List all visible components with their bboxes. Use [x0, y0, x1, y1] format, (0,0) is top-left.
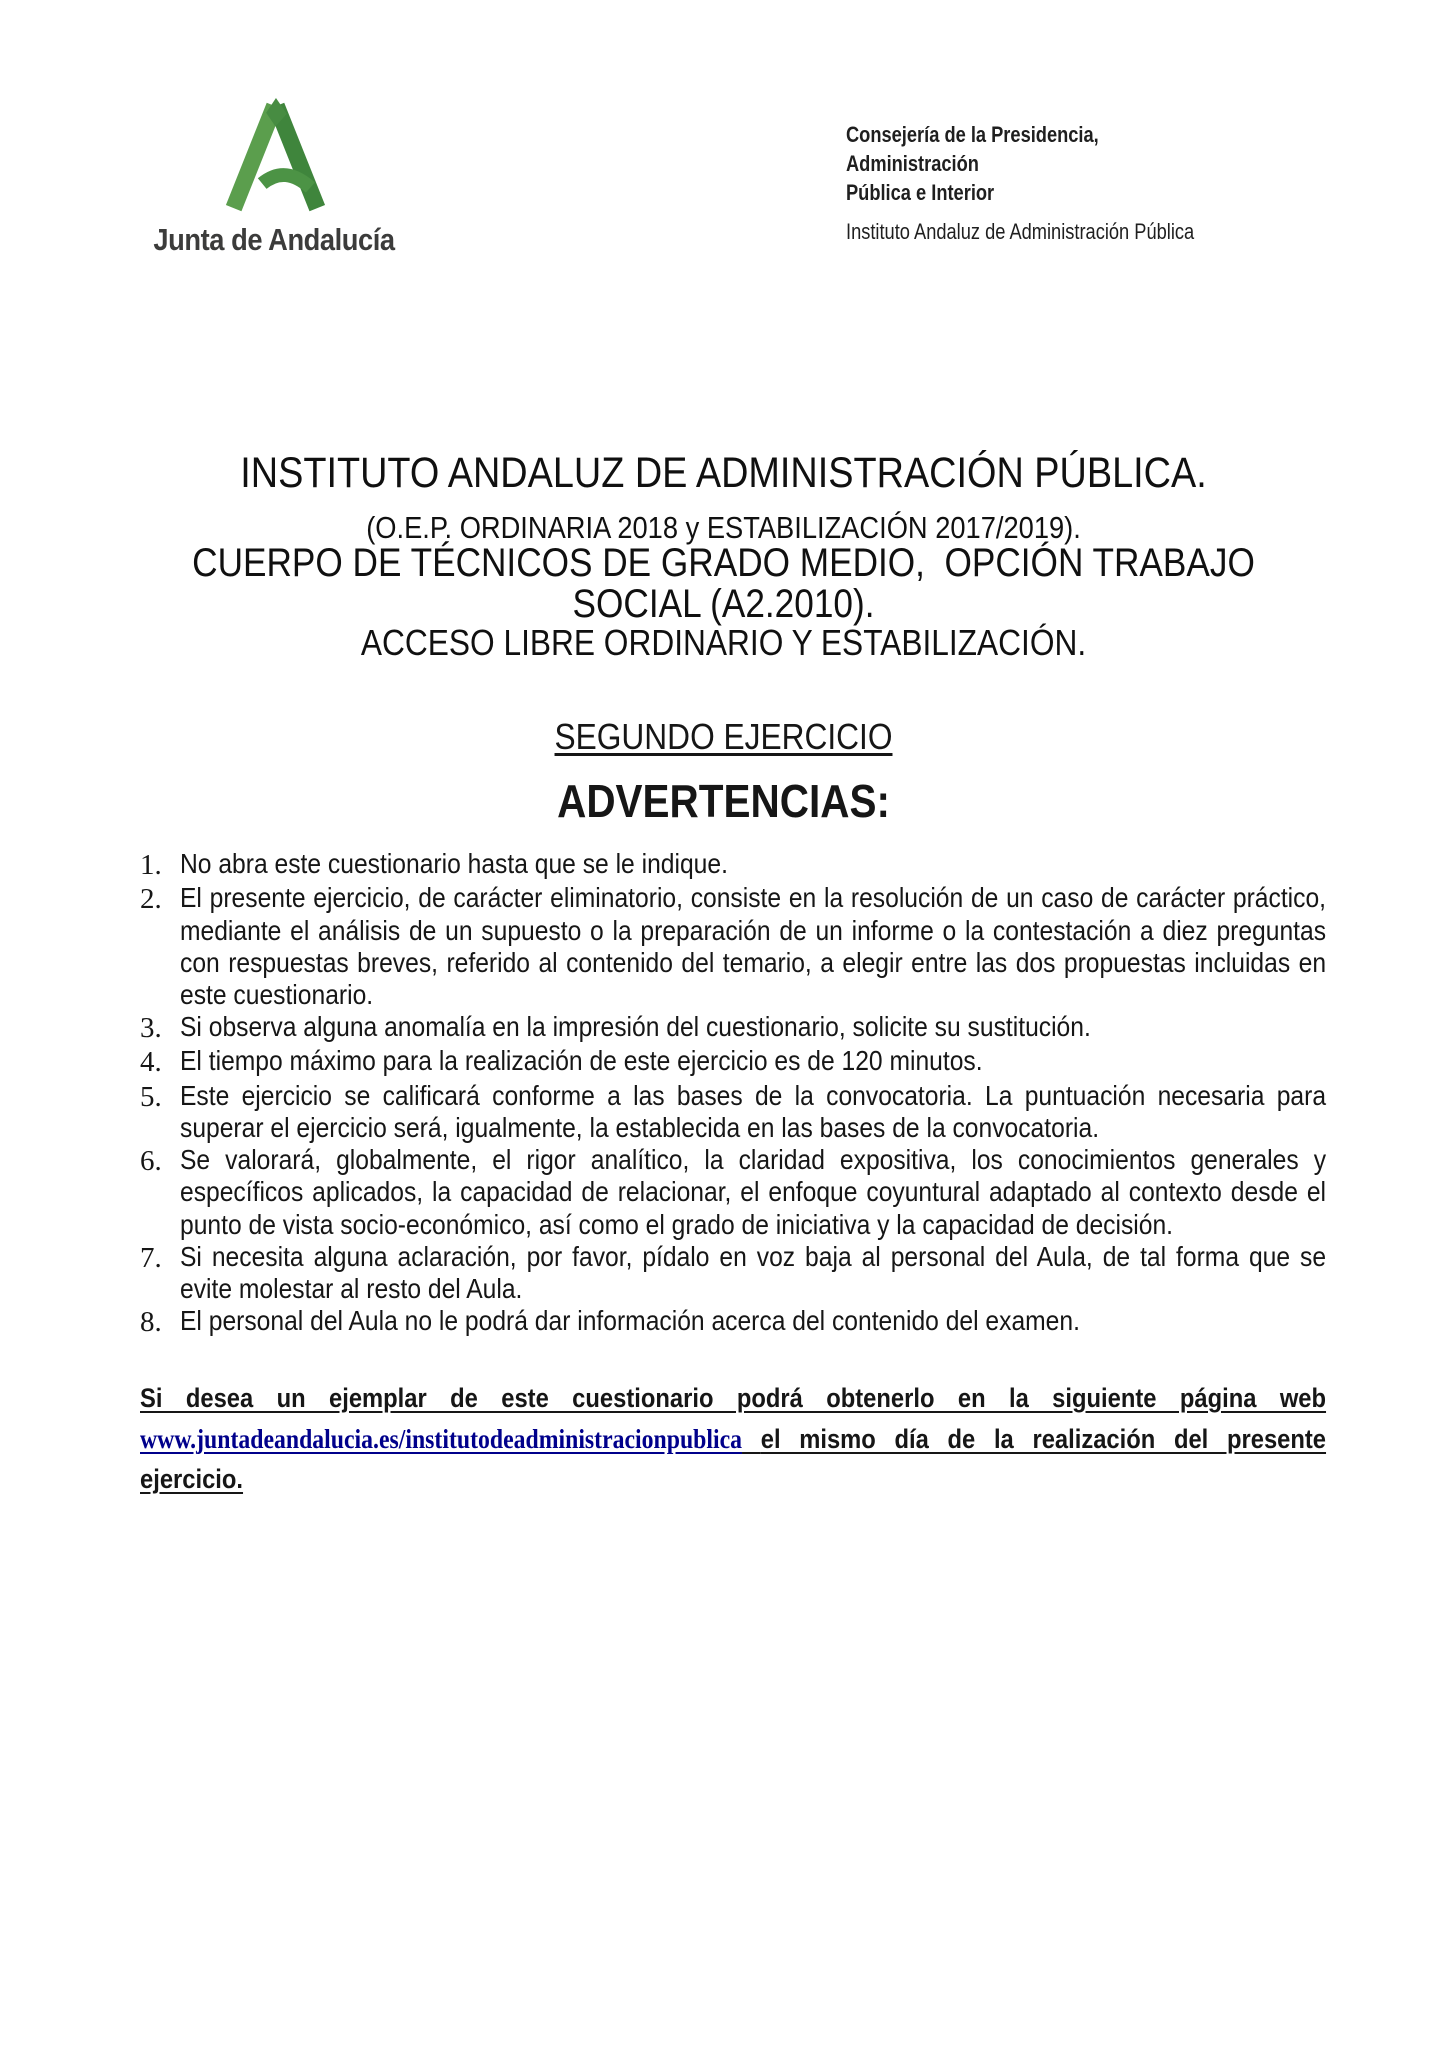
list-item — [140, 848, 1326, 882]
junta-logo-block — [138, 96, 410, 258]
exercise-heading-wrap — [135, 716, 1312, 758]
list-item — [140, 1080, 1326, 1144]
list-number: 1. — [140, 849, 162, 881]
brand-wordmark: Junta de Andalucía — [153, 222, 395, 257]
title-line-2: (O.E.P. ORDINARIA 2018 y ESTABILIZACIÓN 2017/2019). — [366, 509, 1081, 545]
list-number: 3. — [140, 1012, 162, 1045]
list-item — [140, 1241, 1326, 1305]
title-block — [135, 449, 1312, 664]
title-line-3: CUERPO DE TÉCNICOS DE GRADO MEDIO, OPCIÓN TRABAJO — [192, 541, 1255, 586]
warnings-list — [140, 848, 1326, 1339]
list-number: 2. — [140, 883, 162, 916]
list-number: 7. — [140, 1241, 162, 1274]
list-item-text: Si observa alguna anomalía en la impresión del cuestionario, solicite su sustitución. — [180, 1011, 1091, 1043]
list-item — [140, 1045, 1326, 1079]
list-item-text: Si necesita alguna aclaración, por favor, pídalo en voz baja al personal del Aula, de tal forma que se evite molestar al resto del Aula. — [180, 1240, 1327, 1304]
iaap-web-link[interactable]: www.juntadeandalucia.es/institutodeadministracionpublica — [140, 1423, 743, 1454]
org-header-block — [846, 120, 1203, 246]
list-item-text: El personal del Aula no le podrá dar información acerca del contenido del examen. — [180, 1305, 1080, 1337]
list-item-text: Este ejercicio se calificará conforme a las bases de la convocatoria. La puntuación necesaria para superar el ejercicio será, igualmente, la establecida en las bases de la convocatoria. — [180, 1079, 1327, 1143]
list-item-text: Se valorará, globalmente, el rigor analítico, la claridad expositiva, los conocimientos generales y específicos aplicados, la capacidad de relacionar, el enfoque coyuntural adaptado al contexto desde el punto de vista socio-económico, así como el grado de iniciativa y la capacidad de decisión. — [180, 1144, 1327, 1240]
warnings-heading: ADVERTENCIAS: — [557, 775, 890, 827]
footer-note — [140, 1378, 1326, 1500]
footer-text-before-link: Si desea un ejemplar de este cuestionario podrá obtenerlo en la siguiente página web — [140, 1383, 1327, 1413]
institute-name: Instituto Andaluz de Administración Pública — [846, 219, 1195, 245]
list-item — [140, 1305, 1326, 1339]
title-line-1: INSTITUTO ANDALUZ DE ADMINISTRACIÓN PÚBLICA. — [240, 449, 1207, 497]
list-number: 6. — [140, 1145, 162, 1178]
warnings-heading-wrap — [135, 774, 1312, 828]
list-number: 8. — [140, 1306, 162, 1339]
list-item-text: El tiempo máximo para la realización de este ejercicio es de 120 minutos. — [180, 1045, 983, 1077]
list-number: 4. — [140, 1046, 162, 1079]
department-line-2: Pública e Interior — [846, 180, 995, 206]
footer-text-after-link: el mismo día de la realización del presente ejercicio. — [140, 1423, 1327, 1494]
title-line-5: ACCESO LIBRE ORDINARIO Y ESTABILIZACIÓN. — [360, 622, 1087, 664]
department-line-1: Consejería de la Presidencia, Administración — [846, 122, 1099, 177]
list-item-text: No abra este cuestionario hasta que se le indique. — [180, 848, 728, 879]
list-number: 5. — [140, 1080, 162, 1113]
list-item — [140, 1011, 1326, 1045]
title-line-4: SOCIAL (A2.2010). — [572, 582, 875, 627]
exercise-heading: SEGUNDO EJERCICIO — [554, 716, 893, 757]
junta-de-andalucia-logo-icon — [215, 96, 333, 218]
list-item — [140, 882, 1326, 1011]
list-item-text: El presente ejercicio, de carácter eliminatorio, consiste en la resolución de un caso de carácter práctico, mediante el análisis de un supuesto o la preparación de un informe o la contestación a diez preguntas con respuestas breves, referido al contenido del temario, a elegir entre las dos propuestas incluidas en este cuestionario. — [180, 882, 1327, 1010]
list-item — [140, 1144, 1326, 1241]
